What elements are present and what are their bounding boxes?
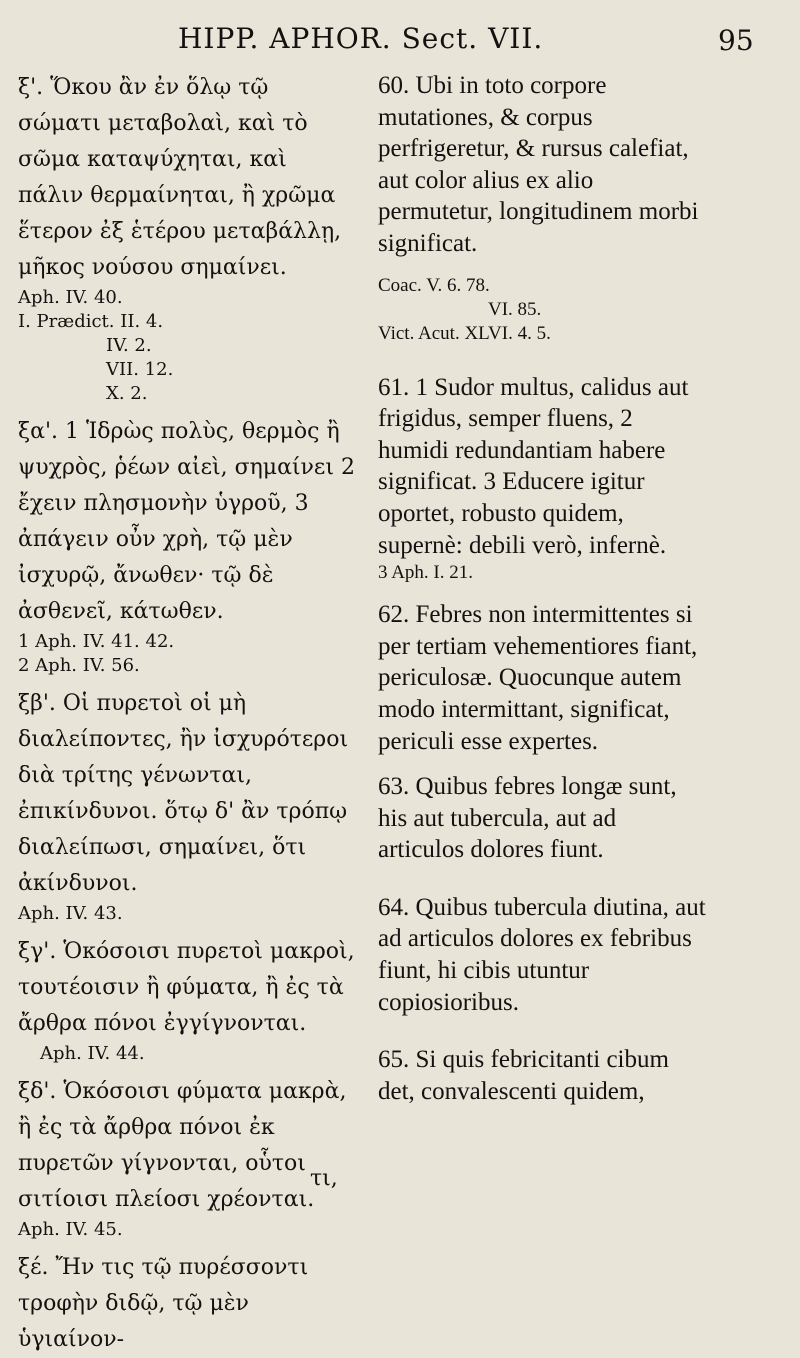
greek-column [18,70,358,1358]
greek-aphorism-61: ξα'. 1 Ἱδρὼς πολὺς, θερμὸς ἢ ψυχρὸς, ῥέων αἰεὶ, σημαίνει 2 ἔχειν πλησμονὴν ὑγροῦ, 3 ἀπάγειν οὖν χρὴ, τῷ μὲν ἰσχυρῷ, ἄνωθεν· τῷ δὲ ἀσθενεῖ, κάτωθεν. [18,419,355,624]
latin-ref: Vict. Acut. XLVI. 4. 5. [378,322,551,344]
latin-aphorism-65: 65. Si quis febricitanti cibum det, convalescenti quidem, [378,1046,669,1105]
catchword: τι, [310,1166,338,1191]
page-number: 95 [718,24,754,57]
greek-ref: VII. 12. [106,359,174,380]
greek-ref: Aph. IV. 40. [18,287,123,308]
latin-aphorism-62: 62. Febres non intermittentes si per tertiam vehementiores fiant, periculosæ. Quocunque autem modo intermittant, significat, periculi esse expertes. [378,601,698,755]
greek-aphorism-62: ξβ'. Οἱ πυρετοὶ οἱ μὴ διαλείποντες, ἢν ἰσχυρότεροι διὰ τρίτης γένωνται, ἐπικίνδυνοι. ὅτῳ δ' ἂν τρόπῳ διαλείπωσι, σημαίνει, ὅτι ἀκίνδυνοι. [18,691,349,896]
latin-aphorism-63: 63. Quibus febres longæ sunt, his aut tubercula, aut ad articulos dolores fiunt. [378,773,677,864]
greek-ref: IV. 2. [106,335,152,356]
greek-ref: Aph. IV. 44. [40,1043,145,1064]
latin-aphorism-60: 60. Ubi in toto corpore mutationes, & corpus perfrigeretur, & rursus calefiat, aut color alius ex alio permutetur, longitudinem morbi significat. [378,72,699,257]
latin-ref: 3 Aph. I. 21. [378,562,473,584]
latin-aphorism-64: 64. Quibus tubercula diutina, aut ad articulos dolores ex febribus fiunt, hi cibis utuntur copiosioribus. [378,893,706,1016]
latin-ref: VI. 85. [488,298,542,320]
greek-ref: 1 Aph. IV. 41. 42. [18,631,175,652]
greek-ref: X. 2. [106,383,148,404]
running-head: HIPP. APHOR. Sect. VII. [178,22,544,55]
latin-column [378,70,708,1107]
page-header [0,18,800,62]
greek-aphorism-60: ξ'. Ὅκου ἂν ἐν ὅλῳ τῷ σώματι μεταβολαὶ, καὶ τὸ σῶμα καταψύχηται, καὶ πάλιν θερμαίνηται, ἢ χρῶμα ἕτερον ἐξ ἑτέρου μεταβάλλῃ, μῆκος νούσου σημαίνει. [18,75,342,280]
greek-aphorism-65: ξέ. Ἤν τις τῷ πυρέσσοντι τροφὴν διδῷ, τῷ μὲν ὑγιαίνον- [18,1255,309,1352]
greek-ref: 2 Aph. IV. 56. [18,655,140,676]
greek-ref: I. Prædict. II. 4. [18,311,164,332]
latin-ref: Coac. V. 6. 78. [378,274,490,296]
greek-ref: Aph. IV. 43. [18,903,123,924]
greek-aphorism-64: ξδ'. Ὁκόσοισι φύματα μακρὰ, ἢ ἐς τὰ ἄρθρα πόνοι ἐκ πυρετῶν γίγνονται, οὗτοι σιτίοισι πλείοσι χρέονται. [18,1079,347,1212]
latin-aphorism-61: 61. 1 Sudor multus, calidus aut frigidus, semper fluens, 2 humidi redundantiam habere significat. 3 Educere igitur oportet, robusto quidem, supernè: debili verò, infernè. [378,373,689,559]
greek-ref: Aph. IV. 45. [18,1219,123,1240]
greek-aphorism-63: ξγ'. Ὁκόσοισι πυρετοὶ μακροὶ, τουτέοισιν ἢ φύματα, ἢ ἐς τὰ ἄρθρα πόνοι ἐγγίγνονται. [18,939,355,1036]
